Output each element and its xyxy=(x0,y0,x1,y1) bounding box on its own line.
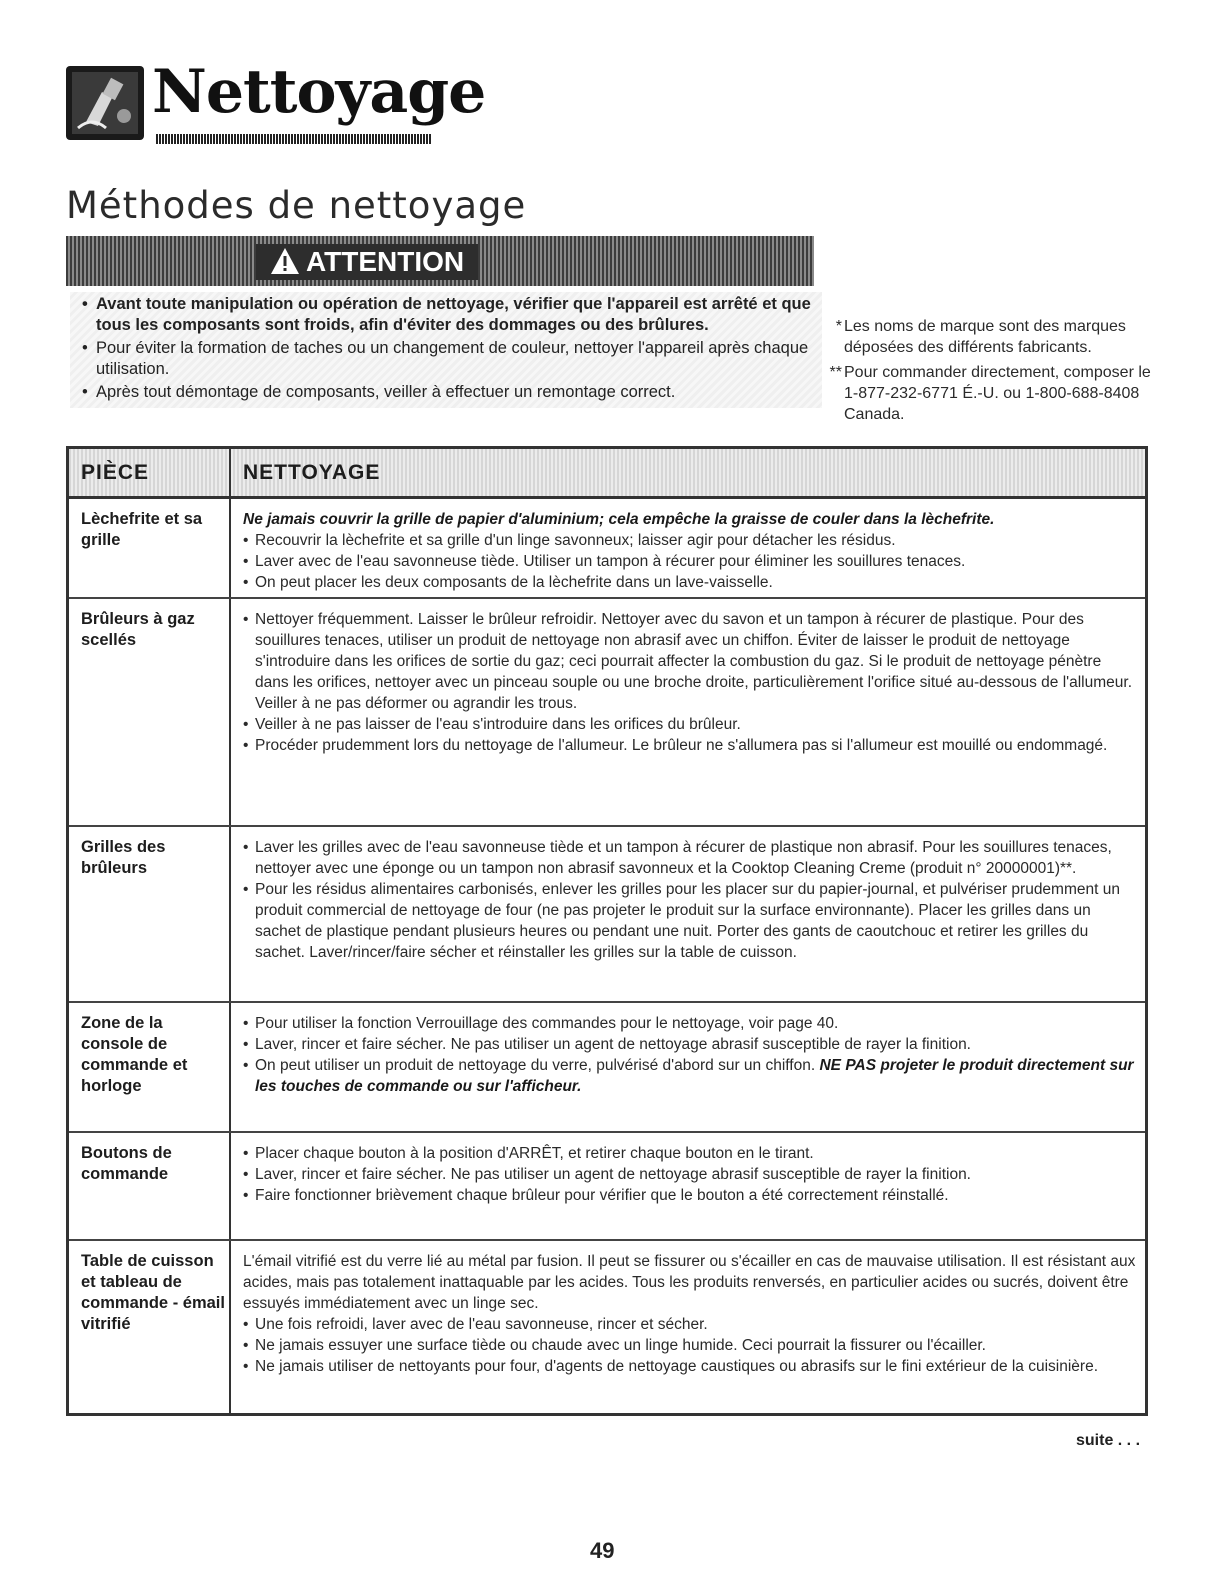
list-item: • Placer chaque bouton à la position d'ARRÊT, et retirer chaque bouton en le tirant. xyxy=(243,1143,1137,1164)
footnote xyxy=(818,316,1158,358)
list-item: • Laver avec de l'eau savonneuse tiède. Utiliser un tampon à récurer pour éliminer les souillures tenaces. xyxy=(243,551,1137,572)
column-header-piece: PIÈCE xyxy=(81,461,150,484)
table-row xyxy=(69,1131,1145,1239)
warning-triangle-icon xyxy=(270,247,300,275)
table-row xyxy=(69,1001,1145,1131)
row-piece: Grilles des brûleurs xyxy=(81,838,166,877)
footnote-text: Les noms de marque sont des marques déposées des différents fabricants. xyxy=(844,318,1126,356)
list-item: • Ne jamais utiliser de nettoyants pour four, d'agents de nettoyage caustiques ou abrasifs sur le fini extérieur de la cuisinière. xyxy=(243,1356,1137,1377)
list-item: • Nettoyer fréquemment. Laisser le brûleur refroidir. Nettoyer avec du savon et un tampon à récurer de plastique. Pour des souillures tenaces, utiliser un produit de nettoyage non abrasif avec un chiffon. Éviter de laisser le produit de nettoyage s'introduire dans les orifices de sortie du gaz; ceci pourrait affecter la combustion du gaz. Si le produit de nettoyage pénètre dans les orifices, nettoyer avec un pinceau souple ou une broche droite, particulièrement l'orifice situé au-dessous de l'allumeur. Veiller à ne pas déformer ou agrandir les trous. xyxy=(243,609,1137,714)
list-item: • Laver les grilles avec de l'eau savonneuse tiède et un tampon à récurer de plastique non abrasif. Pour les souillures tenaces, nettoyer avec une éponge ou un tampon non abrasif savonneux et la Cooktop Cleaning Creme (produit n° 20000001)**. xyxy=(243,837,1137,879)
attention-item: • Après tout démontage de composants, veiller à effectuer un remontage correct. xyxy=(78,382,818,403)
list-item: • Laver, rincer et faire sécher. Ne pas utiliser un agent de nettoyage abrasif susceptible de rayer la finition. xyxy=(243,1034,1137,1055)
footnote-mark: * xyxy=(835,318,842,335)
attention-list xyxy=(78,294,818,405)
list-item: • Procéder prudemment lors du nettoyage de l'allumeur. Le brûleur ne s'allumera pas si l'allumeur est mouillé ou endommagé. xyxy=(243,735,1137,756)
row-piece: Lèchefrite et sa grille xyxy=(81,510,203,549)
list-item: • Laver, rincer et faire sécher. Ne pas utiliser un agent de nettoyage abrasif susceptible de rayer la finition. xyxy=(243,1164,1137,1185)
attention-text: ATTENTION xyxy=(306,246,465,277)
cleaning-spray-icon xyxy=(66,66,144,140)
footnote xyxy=(818,362,1158,425)
list-item: • Recouvrir la lèchefrite et sa grille d'un linge savonneux; laisser agir pour détacher les résidus. xyxy=(243,530,1137,551)
attention-label xyxy=(256,244,478,280)
title-underline xyxy=(156,134,432,144)
row-piece: Zone de la console de commande et horloge xyxy=(81,1014,188,1095)
list-item: • Ne jamais essuyer une surface tiède ou chaude avec un linge humide. Ceci pourrait la fissurer ou l'écailler. xyxy=(243,1335,1137,1356)
row-piece: Brûleurs à gaz scellés xyxy=(81,610,195,649)
list-item: • Faire fonctionner brièvement chaque brûleur pour vérifier que le bouton a été correctement réinstallé. xyxy=(243,1185,1137,1206)
attention-item: • Avant toute manipulation ou opération de nettoyage, vérifier que l'appareil est arrêté et que tous les composants sont froids, afin d'éviter des dommages ou des brûlures. xyxy=(78,294,818,336)
row-cleaning xyxy=(243,609,1137,756)
cleaning-table xyxy=(66,446,1148,1416)
list-item: • Veiller à ne pas laisser de l'eau s'introduire dans les orifices du brûleur. xyxy=(243,714,1137,735)
continued-label: suite . . . xyxy=(1076,1432,1141,1449)
section-title: Méthodes de nettoyage xyxy=(66,184,527,227)
table-row xyxy=(69,597,1145,825)
list-item: • Pour les résidus alimentaires carbonisés, enlever les grilles pour les placer sur du papier-journal, et pulvériser prudemment un produit commercial de nettoyage de four (ne pas projeter le produit sur la surface environnante). Placer les grilles dans un sachet de plastique pendant plusieurs heures ou pendant une nuit. Porter des gants de caoutchouc et retirer les grilles du sachet. Laver/rincer/faire sécher et réinstaller les grilles sur la table de cuisson. xyxy=(243,879,1137,963)
row-piece: Table de cuisson et tableau de commande - émail vitrifié xyxy=(81,1252,225,1333)
table-row xyxy=(69,1239,1145,1413)
row-cleaning xyxy=(243,1143,1137,1206)
chapter-header xyxy=(66,52,486,148)
list-item xyxy=(243,1055,1137,1097)
attention-item: • Pour éviter la formation de taches ou un changement de couleur, nettoyer l'appareil après chaque utilisation. xyxy=(78,338,818,380)
row-cleaning xyxy=(243,837,1137,963)
footnote-text: Pour commander directement, composer le 1-877-232-6771 É.-U. ou 1-800-688-8408 Canada. xyxy=(844,364,1151,423)
list-item-text: On peut utiliser un produit de nettoyage du verre, pulvérisé d'abord sur un chiffon. xyxy=(255,1057,816,1074)
list-item: • Une fois refroidi, laver avec de l'eau savonneuse, rincer et sécher. xyxy=(243,1314,1137,1335)
row-cleaning xyxy=(243,1013,1137,1097)
page-number: 49 xyxy=(590,1538,615,1563)
table-row xyxy=(69,499,1145,597)
chapter-title: Nettoyage xyxy=(152,57,486,127)
footnote-mark: ** xyxy=(829,364,842,381)
row-warning: Ne jamais couvrir la grille de papier d'aluminium; cela empêche la graisse de couler dans la lèchefrite. xyxy=(243,511,995,528)
row-cleaning xyxy=(243,509,1137,593)
list-item: • Pour utiliser la fonction Verrouillage des commandes pour le nettoyage, voir page 40. xyxy=(243,1013,1137,1034)
list-item: • On peut placer les deux composants de la lèchefrite dans un lave-vaisselle. xyxy=(243,572,1137,593)
footnotes xyxy=(818,316,1158,429)
row-cleaning xyxy=(243,1251,1137,1377)
column-header-cleaning: NETTOYAGE xyxy=(243,461,381,484)
table-row xyxy=(69,825,1145,1001)
row-piece: Boutons de commande xyxy=(81,1144,172,1183)
row-intro: L'émail vitrifié est du verre lié au métal par fusion. Il peut se fissurer ou s'écailler en cas de mauvaise utilisation. Il est résistant aux acides, mais pas totalement inattaquable par les acides. Tous les produits renversés, en particulier acides ou sucrés, doivent être essuyés immédiatement avec un linge sec. xyxy=(243,1253,1136,1312)
list-item-warning: NE PAS projeter le produit directement sur les touches de commande ou sur l'afficheur. xyxy=(255,1057,1134,1095)
